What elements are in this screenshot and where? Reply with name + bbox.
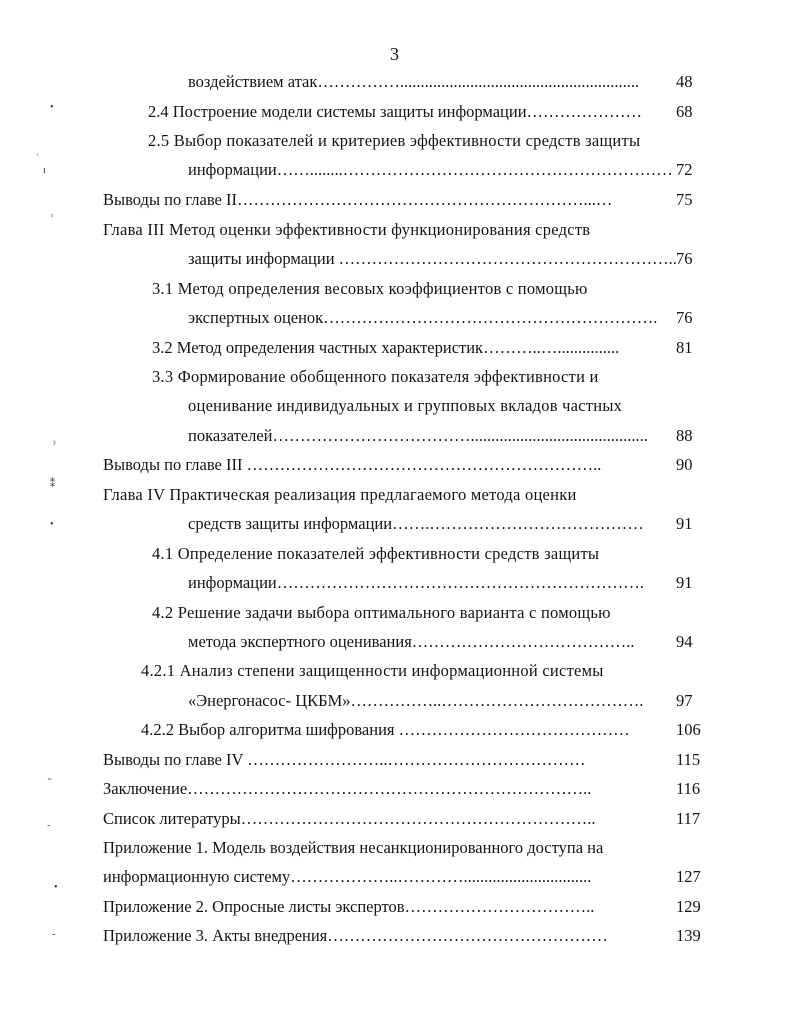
scan-speck: ᵣ — [51, 208, 54, 219]
toc-line: защиты информации …………………………………………………….. — [188, 249, 677, 268]
toc-line: Выводы по главе IV ……………………..……………………………… — [103, 750, 586, 769]
toc-page-number: 129 — [676, 897, 701, 916]
toc-line: 4.2.2 Выбор алгоритма шифрования …………………………………… — [141, 720, 630, 739]
scan-speck: • — [54, 882, 58, 893]
toc-line: экспертных оценок……………………………………………………. — [188, 308, 658, 327]
toc-page-number: 97 — [676, 691, 693, 710]
toc-line: информации……........…………………………………………………… — [188, 160, 673, 179]
toc-line: 4.2 Решение задачи выбора оптимального варианта с помощью — [152, 603, 611, 622]
toc-line: 2.5 Выбор показателей и критериев эффективности средств защиты — [148, 131, 641, 150]
toc-line: средств защиты информации…….………………………………… — [188, 514, 644, 533]
toc-line: Приложение 3. Акты внедрения…………………………………………… — [103, 926, 608, 945]
toc-line: оценивание индивидуальных и групповых вкладов частных — [188, 396, 623, 415]
scan-speck: ˷ — [47, 816, 51, 827]
scan-speck: ˎ — [36, 145, 40, 156]
toc-line: 3.1 Метод определения весовых коэффициентов с помощью — [152, 279, 588, 298]
toc-page-number: 139 — [676, 926, 701, 945]
toc-line: Глава III Метод оценки эффективности функционирования средств — [103, 220, 591, 239]
toc-page-number: 116 — [676, 779, 701, 798]
toc-line: информационную систему………………..…………............................... — [103, 867, 592, 886]
toc-line: Список литературы……………………………………………………….. — [103, 809, 596, 828]
scan-speck: ˀ — [53, 440, 56, 451]
toc-line: Выводы по главе III ……………………………………………………….. — [103, 455, 602, 474]
toc-line: Приложение 1. Модель воздействия несанкционированного доступа на — [103, 838, 604, 857]
scan-speck: • — [50, 102, 54, 113]
toc-line: Выводы по главе II………………………………………………………...… — [103, 190, 613, 209]
toc-page-number: 91 — [676, 573, 693, 592]
toc-line: метода экспертного оценивания………………………………….. — [188, 632, 635, 651]
scan-speck: ı — [43, 165, 46, 176]
toc-line: воздействием атак…………….......................................................... — [188, 72, 640, 91]
toc-line: 2.4 Построение модели системы защиты информации………………… — [148, 102, 643, 121]
toc-page-number: 117 — [676, 809, 701, 828]
toc-line: 3.2 Метод определения частных характеристик………..…............... — [152, 338, 620, 357]
toc-page-number: 88 — [676, 426, 693, 445]
scan-speck: ˵ — [48, 773, 52, 784]
toc-page-number: 75 — [676, 190, 693, 209]
toc-page-number: 106 — [676, 720, 701, 739]
toc-page-number: 94 — [676, 632, 693, 651]
toc-line: показателей………………………………........................................... — [188, 426, 648, 445]
toc-line: информации…………………………………………………………. — [188, 573, 644, 592]
page-number: 3 — [390, 44, 399, 64]
toc-page-number: 76 — [676, 308, 693, 327]
toc-line: Приложение 2. Опросные листы экспертов…………………………….. — [103, 897, 595, 916]
toc-page-number: 115 — [676, 750, 701, 769]
scan-speck: • — [50, 519, 54, 530]
toc-page-number: 127 — [676, 867, 701, 886]
toc-page-number: 91 — [676, 514, 693, 533]
toc-line: 3.3 Формирование обобщенного показателя эффективности и — [152, 367, 599, 386]
toc-page-number: 81 — [676, 338, 693, 357]
scan-speck: ⁑ — [50, 479, 55, 490]
toc-page-number: 90 — [676, 455, 693, 474]
toc-page-number: 76 — [676, 249, 693, 268]
toc-line: Заключение……………………………………………………………….. — [103, 779, 592, 798]
scan-speck: - — [52, 929, 56, 940]
toc-line: Глава IV Практическая реализация предлагаемого метода оценки — [103, 485, 577, 504]
toc-page-number: 68 — [676, 102, 693, 121]
toc-page-number: 72 — [676, 160, 693, 179]
toc-line: 4.1 Определение показателей эффективности средств защиты — [152, 544, 600, 563]
toc-line: 4.2.1 Анализ степени защищенности информационной системы — [141, 661, 604, 680]
toc-line: «Энергонасос- ЦКБМ»……………..………………………………. — [188, 691, 644, 710]
toc-page-number: 48 — [676, 72, 693, 91]
